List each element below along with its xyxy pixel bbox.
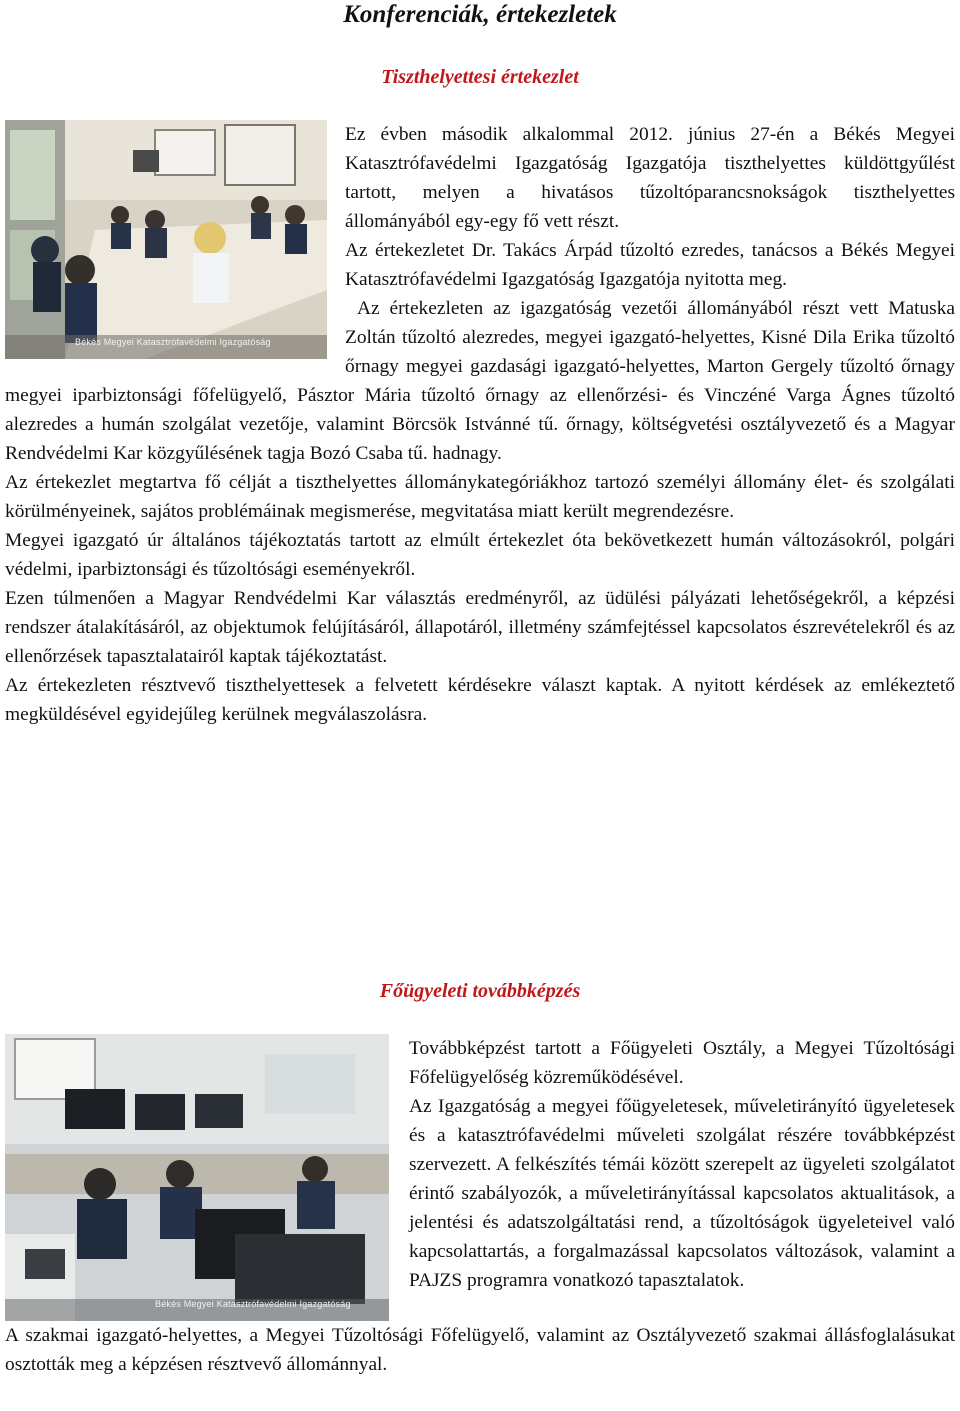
paragraph: A szakmai igazgató-helyettes, a Megyei Tűzoltósági Főfelügyelő, valamint az Osztályvezető szakmai állásfoglalásukat osztották meg a képzésen résztvevő állománnyal. [5, 1325, 955, 1375]
section-body-fougyeleti [5, 1034, 955, 1379]
dispatch-room-photo [5, 1034, 389, 1321]
paragraph: Továbbképzést tartott a Főügyeleti Osztály, a Megyei Tűzoltósági Főfelügyelőség közreműködésével. [409, 1038, 955, 1088]
paragraph: Az értekezleten az igazgatóság vezetői állományából részt vett Matuska Zoltán tűzoltó alezredes, megyei igazgató-helyettes, Kisné Dila Erika tűzoltó őrnagy megyei gazdasági igazgató-helyettes, Marton Gergely tűzoltó őrnagy megyei iparbiztonsági főfelügyelő, Pásztor Mária tűzoltó őrnagy az ellenőrzési- és Vinczéné Varga Ágnes tűzoltó alezredes a humán szolgálat vezetője, valamint Börcsök Istvánné tű. őrnagy, költségvetési osztályvezető és a Magyar Rendvédelmi Kar közgyűlésének tagja Bozó Csaba tű. hadnagy. [5, 298, 955, 464]
paragraph: Ez évben második alkalommal 2012. június 27-én a Békés Megyei Katasztrófavédelmi Igazgatóság Igazgatója tiszthelyettes küldöttgyűlést tartott, melyen a hivatásos tűzoltóparancsnokságok tiszthelyettes állományából egy-egy fő vett részt. [345, 124, 955, 232]
section-title-tiszthelyettesi: Tiszthelyettesi értekezlet [381, 66, 579, 88]
dispatch-room-photo-image [5, 1034, 389, 1321]
meeting-room-photo-image [5, 120, 327, 359]
photo-caption: Békés Megyei Katasztrófavédelmi Igazgatóság [155, 1299, 351, 1309]
page-title: Konferenciák, értekezletek [343, 1, 617, 28]
meeting-room-photo [5, 120, 327, 359]
paragraph: Az értekezletet Dr. Takács Árpád tűzoltó ezredes, tanácsos a Békés Megyei Katasztrófavédelmi Igazgatóság Igazgatója nyitotta meg. [345, 240, 955, 290]
paragraph: Ezen túlmenően a Magyar Rendvédelmi Kar választás eredményről, az üdülési pályázati lehetőségekről, a képzési rendszer átalakításáról, az objektumok felújításáról, állapotáról, illetmény számfejtéssel kapcsolatos észrevételekről és az ellenőrzések tapasztalatairól kaptak tájékoztatást. [5, 588, 955, 667]
photo-caption: Békés Megyei Katasztrófavédelmi Igazgatóság [75, 337, 271, 347]
paragraph: Az értekezlet megtartva fő célját a tiszthelyettes állománykategóriákhoz tartozó személyi állomány élet- és szolgálati körülményeinek, sajátos problémáinak megismerése, megvitatása miatt került megrendezésre. [5, 472, 955, 522]
section-title-fougyeleti: Főügyeleti továbbképzés [379, 980, 581, 1002]
paragraph: Az Igazgatóság a megyei főügyeletesek, műveletirányító ügyeletesek és a katasztrófavédelmi műveleti szolgálat részére továbbképzést szervezett. A felkészítés témái között szerepelt az ügyeleti szolgálatot érintő szabályozók, a műveletirányítással kapcsolatos aktualitások, a jelentési és adatszolgáltatási rend, a tűzoltóságok ügyeleteivel való kapcsolattartás, a forgalmazással kapcsolatos változások, valamint a PAJZS programra vonatkozó tapasztalatok. [409, 1096, 955, 1291]
paragraph: Megyei igazgató úr általános tájékoztatás tartott az elmúlt értekezlet óta bekövetkezett humán változásokról, polgári védelmi, iparbiztonsági és tűzoltósági eseményekről. [5, 530, 955, 580]
section-body-tiszthelyettesi [5, 120, 955, 729]
paragraph: Az értekezleten résztvevő tiszthelyettesek a felvetett kérdésekre választ kaptak. A nyitott kérdések az emlékeztető megküldésével egyidejűleg kerülnek megválaszolásra. [5, 675, 955, 725]
